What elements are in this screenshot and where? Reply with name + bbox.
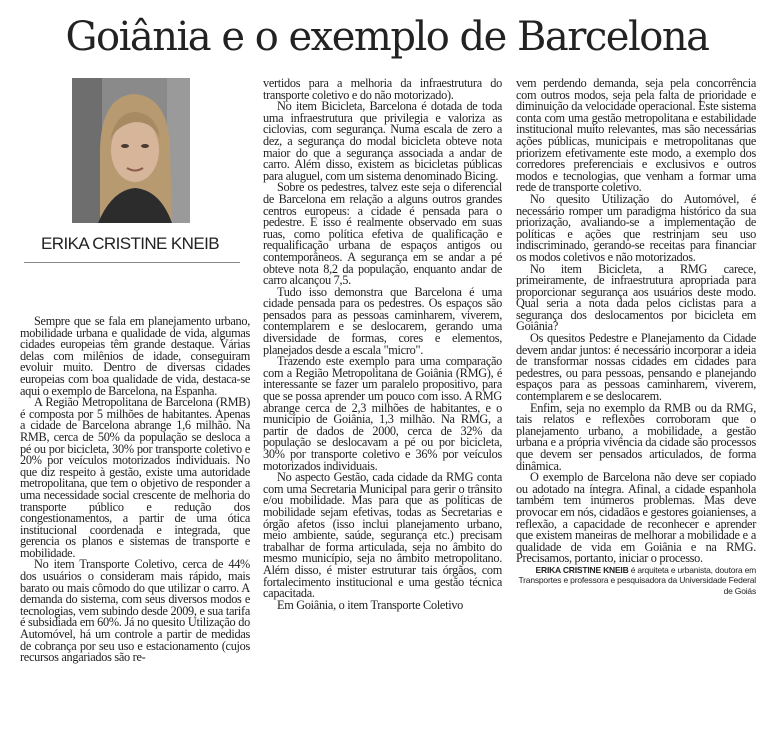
paragraph: vem perdendo demanda, seja pela concorrência com outros modos, seja pela falta de prioridade e diminuição da velocidade operacional. Este sistema conta com uma gestão metropolitana e estabilidade institucional muito relevantes, mas são necessárias ações públicas, municipais e metropolitanas que priorizem efetivamente este modo, a exemplo dos corredores preferenciais e exclusivos e outros modos e tecnologias, que venham a formar uma rede de transporte coletivo. (516, 76, 756, 195)
paragraph: Sobre os pedestres, talvez este seja o diferencial de Barcelona em relação a alguns outros grandes centros europeus: a cidade é pensada para o pedestre. E isso é realmente observado em suas ruas, como política efetiva de qualificação e requalificação urbana de espaços antigos ou contemporâneos. A segurança em se andar a pé obteve nota 8,2 da população, enquanto andar de carro alcançou 7,5. (263, 180, 502, 288)
author-divider (24, 262, 240, 263)
paragraph: Em Goiânia, o item Transporte Coletivo (277, 597, 464, 612)
paragraph: No aspecto Gestão, cada cidade da RMG conta com uma Secretaria Municipal para gerir o trânsito e/ou mobilidade. Mas para que as políticas de mobilidade sejam efetivas, todas as Secretarias e órgão afetos (isso inclui planejamento urbano, meio ambiente, saúde, segurança etc.) precisam trabalhar de forma articulada, seja no âmbito do mesmo município, seja no âmbito metropolitano. Além disso, é mister estruturar tais órgãos, com fortalecimento institucional e uma gestão técnica capacitada. (263, 470, 502, 601)
paragraph: Sempre que se fala em planejamento urbano, mobilidade urbana e qualidade de vida, algumas cidades europeias têm grande destaque. Várias delas com milênios de idade, conseguiram evoluir muito. Dentro de diversas cidades europeias com boa qualidade de vida, destaca-se aqui o exemplo de Barcelona, na Espanha. (20, 314, 250, 398)
bio-text: é arquiteta e urbanista, doutora em Transportes e professora e pesquisadora da Universidade Federal de Goiás (518, 564, 756, 596)
author-photo (72, 78, 190, 223)
paragraph: O exemplo de Barcelona não deve ser copiado ou adotado na íntegra. Afinal, a cidade espanhola também tem inúmeros problemas. Mas deve provocar em nós, cidadãos e gestores goianienses, a reflexão, a capacidade de reconhecer e aprender que existem maneiras de melhorar a mobilidade e a qualidade de vida em Goiânia e na RMG. Precisamos, portanto, iniciar o processo. (516, 470, 756, 566)
paragraph: No quesito Utilização do Automóvel, é necessário romper um paradigma histórico da sua priorização, avaliando-se a implementação de políticas e ações que restrinjam seu uso indiscriminado, gerando-se receitas para financiar os modos coletivos e não motorizados. (516, 191, 756, 264)
paragraph: vertidos para a melhoria da infraestrutura do transporte coletivo e do não motorizado). (263, 76, 502, 102)
paragraph: Tudo isso demonstra que Barcelona é uma cidade pensada para os pedestres. Os espaços são pensados para as pessoas caminharem, viverem, contemplarem e se deslocarem, gerando uma diversidade de formas, cores e elementos, planejados desde a escala "micro". (263, 284, 502, 357)
author-name: ERIKA CRISTINE KNEIB (41, 234, 219, 253)
paragraph: No item Bicicleta, Barcelona é dotada de toda uma infraestrutura que privilegia e valoriza as ciclovias, com segurança. Numa escala de zero a dez, a segurança do modal bicicleta obteve nota maior do que a segurança associada a andar de carro. Além disso, existem as bicicletas públicas para aluguel, com um sistema denominado Bicing. (263, 99, 502, 183)
paragraph: Enfim, seja no exemplo da RMB ou da RMG, tais relatos e reflexões corroboram que o planejamento urbano, a mobilidade, a gestão urbana e a própria vivência da cidade são processos que devem ser pensados articulados, de forma dinâmica. (516, 400, 756, 473)
article-column-2 (263, 78, 502, 611)
paragraph: Trazendo este exemplo para uma comparação com a Região Metropolitana de Goiânia (RMG), é interessante se fazer um paralelo propositivo, para que se possa aprender um pouco com isso. A RMG abrange cerca de 2,3 milhões de habitantes, e o município de Goiânia, 1,3 milhão. Na RMG, a partir de dados de 2000, cerca de 32% da população se deslocavam a pé ou por bicicleta, 30% por transporte coletivo e 36% por veículos motorizados individuais. (263, 354, 502, 473)
paragraph: Os quesitos Pedestre e Planejamento da Cidade devem andar juntos: é necessário incorporar a ideia de transformar nossas cidades em cidades para pedestres, ou para pessoas, pensando e planejando espaços para as pessoas caminharem, viverem, contemplarem e se deslocarem. (516, 331, 756, 404)
article-column-1 (20, 316, 250, 664)
paragraph: No item Transporte Coletivo, cerca de 44% dos usuários o consideram mais rápido, mais barato ou mais cômodo do que utilizar o carro. A demanda do sistema, com seus diversos modos e tecnologias, vem subindo desde 2009, e sua tarifa é subsidiada em 60%. Já no quesito Utilização do Automóvel, há um controle a partir de medidas de cobrança por seu uso e estacionamento (cujos recursos angariados são re- (20, 557, 250, 665)
bio-author-name: ERIKA CRISTINE KNEIB (535, 564, 629, 575)
author-portrait-icon (72, 78, 190, 223)
paragraph: No item Bicicleta, a RMG carece, primeiramente, de infraestrutura apropriada para proporcionar segurança aos usuários deste modo. Qual seria a nota dada pelos ciclistas para a segurança dos deslocamentos por bicicleta em Goiânia? (516, 261, 756, 334)
author-bio (516, 565, 756, 597)
headline: Goiânia e o exemplo de Barcelona (65, 14, 709, 60)
article-column-3 (516, 78, 756, 596)
paragraph: A Região Metropolitana de Barcelona (RMB) é composta por 5 milhões de habitantes. Apenas a cidade de Barcelona abrange 1,6 milhão. Na RMB, cerca de 50% da população se desloca a pé ou por bicicleta, 30% por transporte coletivo e 20% por veículos motorizados individuais. No que diz respeito à gestão, existe uma autoridade metropolitana, que tem o objetivo de responder a uma necessidade social crescente de melhoria do transporte público e redução dos congestionamentos, a partir de uma ótica institucional coordenada e integrada, que gerencia os planos e sistemas de transporte e mobilidade. (20, 395, 250, 560)
